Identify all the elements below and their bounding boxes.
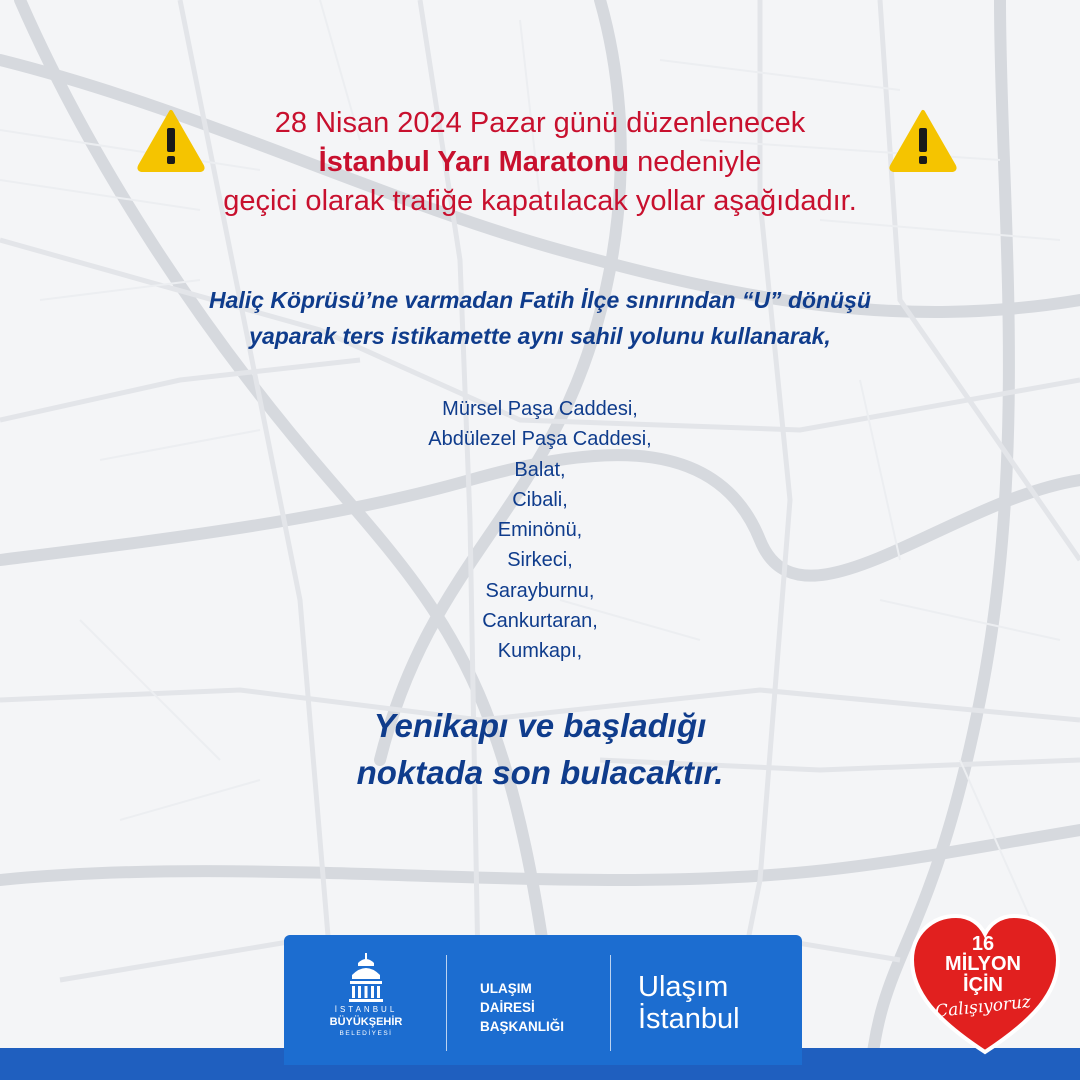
route-stop: Cankurtaran, [482,610,598,633]
announcement-line-2-rest: nedeniyle [629,146,762,178]
event-name: İstanbul Yarı Maratonu [318,146,630,178]
route-intro-line-1: Haliç Köprüsü’ne varmadan Fatih İlçe sınırından “U” dönüşü [208,287,871,313]
ibb-emblem-icon [348,953,384,1003]
route-stop: Cibali, [512,488,568,511]
badge-line-2: MİLYON [945,953,1021,975]
announcement-line-1: 28 Nisan 2024 Pazar günü düzenlenecek [274,107,806,139]
badge-number: 16 [971,933,995,955]
announcement-line-3: geçici olarak trafiğe kapatılacak yollar aşağıdadır. [223,185,857,217]
badge-slogan: Çalışıyoruz [934,992,1032,1022]
heart-badge [906,933,1060,1022]
route-stop: Eminönü, [497,519,583,542]
footer-banner [284,935,802,1065]
ulasim-istanbul-logo [638,971,740,1035]
department-line-3: BAŞKANLIĞI [480,1019,564,1034]
footer-divider [610,955,611,1051]
ibb-name-line-3: BELEDİYESİ [339,1030,393,1037]
route-closing [0,702,1080,796]
route-intro-line-2: yaparak ters istikamette aynı sahil yolunu kullanarak, [249,323,831,349]
route-stop: Sirkeci, [507,549,573,572]
ibb-logo [310,953,422,1053]
closing-line-1: Yenikapı ve başladığı [373,707,707,744]
route-intro [0,282,1080,354]
route-stop: Balat, [514,458,566,481]
route-stop: Mürsel Paşa Caddesi, [442,398,638,420]
badge-line-3: İÇİN [963,974,1003,996]
department-line-2: DAİRESİ [480,1000,535,1015]
route-stop: Abdülezel Paşa Caddesi, [428,428,652,451]
brand-line-2: İstanbul [638,1003,740,1035]
department-line-1: ULAŞIM [480,981,532,996]
ibb-name-line-1: İSTANBUL [334,1005,398,1014]
ibb-name-line-2: BÜYÜKŞEHİR [329,1016,403,1028]
route-stop: Sarayburnu, [485,579,595,602]
route-stop: Kumkapı, [497,640,583,663]
closing-line-2: noktada son bulacaktır. [356,754,724,791]
department-name [480,979,564,1036]
route-stop-list [0,394,1080,667]
brand-line-1: Ulaşım [638,971,729,1003]
footer-divider [446,955,447,1051]
announcement-line-2 [0,143,1080,182]
